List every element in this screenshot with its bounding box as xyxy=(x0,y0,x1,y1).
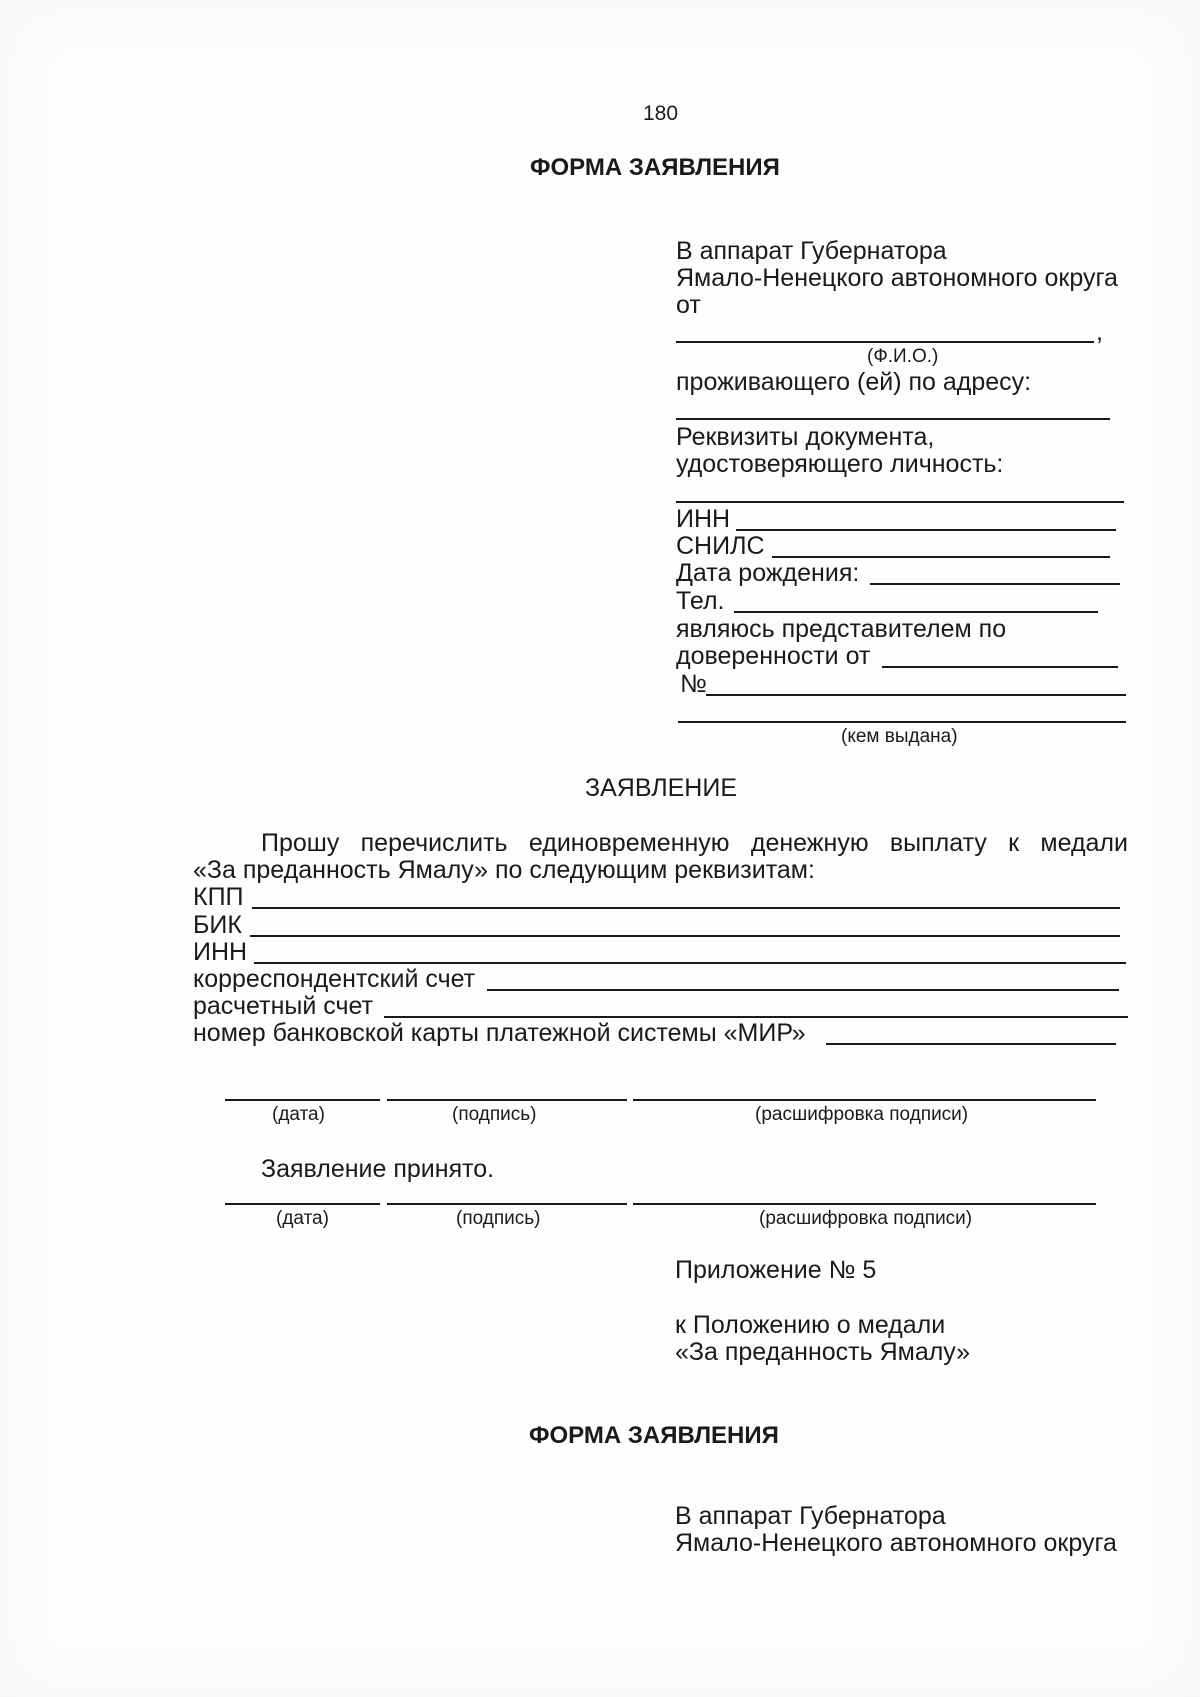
address-field-line[interactable] xyxy=(676,418,1110,420)
kpp-field-line[interactable] xyxy=(252,907,1120,909)
inn-label: ИНН xyxy=(676,505,731,533)
power-of-attorney-date-line[interactable] xyxy=(882,666,1118,668)
accepted-label: Заявление принято. xyxy=(261,1155,495,1183)
date-line-1[interactable] xyxy=(225,1099,380,1101)
signature-decode-line-2[interactable] xyxy=(633,1203,1096,1205)
address-label: проживающего (ей) по адресу: xyxy=(676,368,1032,396)
representative-label-1: являюсь представителем по xyxy=(676,615,1007,643)
fio-comma: , xyxy=(1096,318,1103,346)
birth-date-field-line[interactable] xyxy=(870,583,1120,585)
birth-date-label: Дата рождения: xyxy=(676,559,860,587)
id-document-label-2: удостоверяющего личность: xyxy=(676,450,1004,478)
inn-field-line[interactable] xyxy=(736,529,1116,531)
date-caption-1: (дата) xyxy=(272,1104,325,1125)
addressee-2-line-1: В аппарат Губернатора xyxy=(675,1502,946,1530)
id-document-label-1: Реквизиты документа, xyxy=(676,423,935,451)
appendix-line-2: «За преданность Ямалу» xyxy=(675,1338,970,1366)
signature-line-1[interactable] xyxy=(387,1099,627,1101)
issued-by-field-line[interactable] xyxy=(678,721,1126,723)
fio-field-line[interactable] xyxy=(676,341,1094,343)
representative-label-2: доверенности от xyxy=(676,642,871,670)
addressee-line-1: В аппарат Губернатора xyxy=(676,237,947,265)
phone-field-line[interactable] xyxy=(734,611,1098,613)
addressee-2-line-2: Ямало-Ненецкого автономного округа xyxy=(675,1529,1117,1557)
signature-line-2[interactable] xyxy=(387,1203,627,1205)
appendix-line-1: к Положению о медали xyxy=(675,1311,946,1339)
issued-by-caption: (кем выдана) xyxy=(841,726,958,747)
bank-inn-field-line[interactable] xyxy=(254,962,1126,964)
appendix-title: Приложение № 5 xyxy=(675,1256,877,1284)
id-document-field-line[interactable] xyxy=(676,501,1124,503)
signature-decode-caption-1: (расшифровка подписи) xyxy=(755,1104,969,1125)
snils-field-line[interactable] xyxy=(772,556,1110,558)
snils-label: СНИЛС xyxy=(676,532,765,560)
correspondent-account-field-line[interactable] xyxy=(487,989,1119,991)
statement-text-line-1: Прошу перечислить единовременную денежную выплату к медали xyxy=(261,829,1128,857)
bik-label: БИК xyxy=(193,911,242,939)
form-title-2: ФОРМА ЗАЯВЛЕНИЯ xyxy=(529,1422,779,1449)
card-number-field-line[interactable] xyxy=(826,1043,1116,1045)
signature-decode-line-1[interactable] xyxy=(633,1099,1096,1101)
number-label: № xyxy=(680,670,707,698)
power-of-attorney-number-line[interactable] xyxy=(706,694,1126,696)
date-caption-2: (дата) xyxy=(276,1208,329,1229)
fio-caption: (Ф.И.О.) xyxy=(867,346,939,367)
phone-label: Тел. xyxy=(676,587,725,615)
kpp-label: КПП xyxy=(193,883,244,911)
card-number-label: номер банковской карты платежной системы «МИР» xyxy=(193,1019,806,1047)
bank-inn-label: ИНН xyxy=(193,938,248,966)
signature-caption-1: (подпись) xyxy=(452,1104,537,1125)
signature-decode-caption-2: (расшифровка подписи) xyxy=(759,1208,973,1229)
statement-text-line-2: «За преданность Ямалу» по следующим реквизитам: xyxy=(193,856,815,884)
form-title: ФОРМА ЗАЯВЛЕНИЯ xyxy=(530,154,780,181)
date-line-2[interactable] xyxy=(225,1203,380,1205)
settlement-account-label: расчетный счет xyxy=(193,992,374,1020)
correspondent-account-label: корреспондентский счет xyxy=(193,965,476,993)
signature-caption-2: (подпись) xyxy=(456,1208,541,1229)
settlement-account-field-line[interactable] xyxy=(384,1016,1128,1018)
page-number: 180 xyxy=(643,102,679,125)
addressee-line-2: Ямало-Ненецкого автономного округа xyxy=(676,264,1118,292)
bik-field-line[interactable] xyxy=(250,935,1120,937)
statement-heading: ЗАЯВЛЕНИЕ xyxy=(585,774,738,802)
from-label: от xyxy=(676,291,701,319)
